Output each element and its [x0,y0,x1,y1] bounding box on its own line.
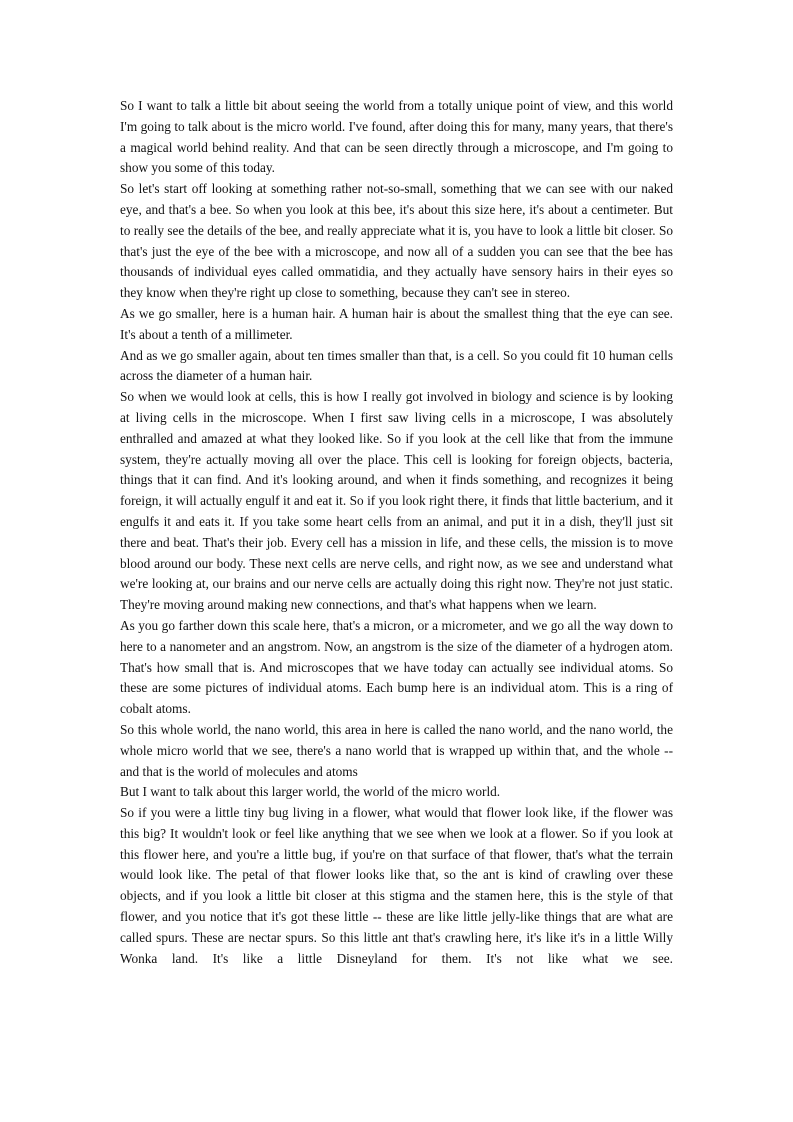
paragraph: So when we would look at cells, this is how I really got involved in biology and science is by looking at living cells in the microscope. When I first saw living cells in a microscope, I was absolutely enthralled and amazed at what they looked like. So if you look at the cell like that from the immune system, they're actually moving all over the place. This cell is looking for foreign objects, bacteria, things that it can find. And it's looking around, and when it finds something, and recognizes it being foreign, it will actually engulf it and eat it. So if you look right there, it finds that little bacterium, and it engulfs it and eats it. If you take some heart cells from an animal, and put it in a dish, they'll just sit there and beat. That's their job. Every cell has a mission in life, and these cells, the mission is to move blood around our body. These next cells are nerve cells, and right now, as we see and understand what we're looking at, our brains and our nerve cells are actually doing this right now. They're not just static. They're moving around making new connections, and that's what happens when we learn. [120,389,673,613]
paragraph: So I want to talk a little bit about seeing the world from a totally unique point of view, and this world I'm going to talk about is the micro world. I've found, after doing this for many, many years, that there's a magical world behind reality. And that can be seen directly through a microscope, and I'm going to show you some of this today. [120,98,673,176]
paragraph: So if you were a little tiny bug living in a flower, what would that flower look like, if the flower was this big? It wouldn't look or feel like anything that we see when we look at a flower. So if you look at this flower here, and you're a little bug, if you're on that surface of that flower, that's what the terrain would look like. The petal of that flower looks like that, so the ant is kind of crawling over these objects, and if you look a little bit closer at this stigma and the stamen here, this is the style of that flower, and you notice that it's got these little -- these are like little jelly-like things that are what are called spurs. These are nectar spurs. So this little ant that's crawling here, it's like it's in a little Willy Wonka land. It's like a little Disneyland for them. It's not like what we see. [120,805,673,966]
paragraph: But I want to talk about this larger world, the world of the micro world. [120,784,501,800]
paragraph: So this whole world, the nano world, this area in here is called the nano world, and the nano world, the whole micro world that we see, there's a nano world that is wrapped up within that, and the whole -- and that is the world of molecules and atoms [120,721,673,779]
paragraph: So let's start off looking at something rather not-so-small, something that we can see with our naked eye, and that's a bee. So when you look at this bee, it's about this size here, it's about a centimeter. But to really see the details of the bee, and really appreciate what it is, you have to look a little bit closer. So that's just the eye of the bee with a microscope, and now all of a sudden you can see that the bee has thousands of individual eyes called ommatidia, and they actually have sensory hairs in their eyes so they know when they're right up close to something, because they can't see in stereo. [120,181,673,301]
paragraph: As we go smaller, here is a human hair. A human hair is about the smallest thing that the eye can see. It's about a tenth of a millimeter. [120,305,673,342]
paragraph: And as we go smaller again, about ten times smaller than that, is a cell. So you could fit 10 human cells across the diameter of a human hair. [120,347,673,384]
paragraph: As you go farther down this scale here, that's a micron, or a micrometer, and we go all the way down to here to a nanometer and an angstrom. Now, an angstrom is the size of the diameter of a hydrogen atom. That's how small that is. And microscopes that we have today can actually see individual atoms. So these are some pictures of individual atoms. Each bump here is an individual atom. This is a ring of cobalt atoms. [120,617,673,717]
document-page [120,96,673,969]
